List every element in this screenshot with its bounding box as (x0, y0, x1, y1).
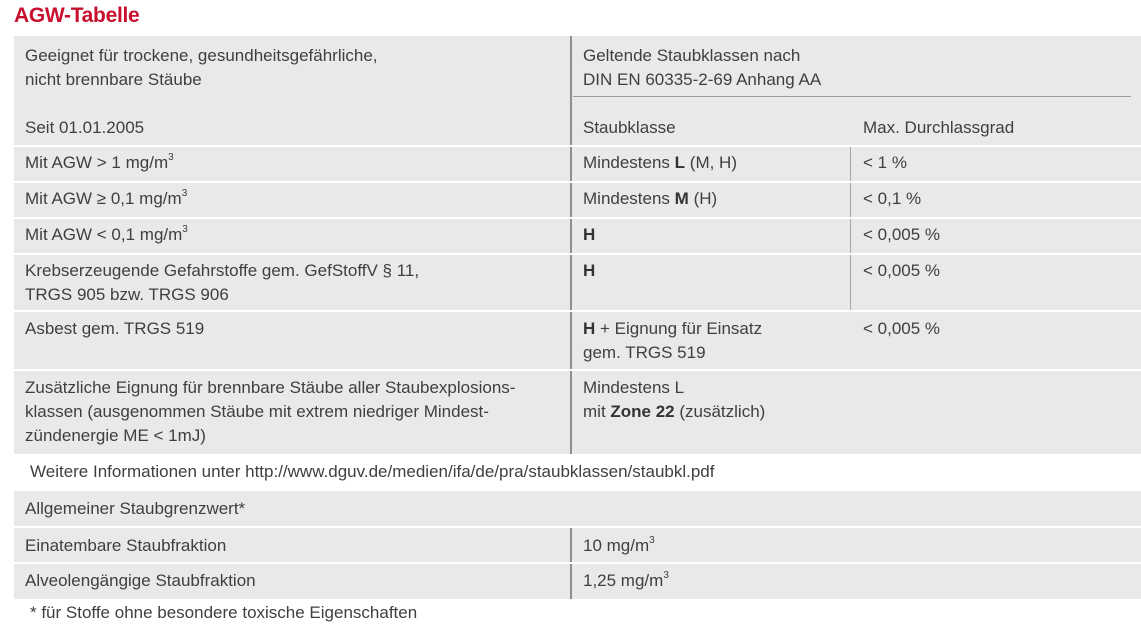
row-divider (14, 562, 1141, 564)
row-grade: < 0,005 % (863, 225, 941, 244)
row-class: H (583, 225, 596, 244)
row-label: Mit AGW > 1 $mg/m^3$ (25, 152, 174, 172)
row-grade: < 1 % (863, 153, 907, 172)
row-class: Mindestens M (H) (583, 189, 718, 208)
since-label: Seit 01.01.2005 (25, 118, 145, 137)
row-value: 10 $mg/m^3$ (583, 535, 655, 555)
row-label-asbest: Asbest gem. TRGS 519 (25, 319, 205, 338)
staubgrenzwert-table (14, 491, 1141, 599)
row-divider (14, 310, 1141, 312)
row-divider (14, 253, 1141, 255)
row-class: Mindestens L (M, H) (583, 153, 737, 172)
row-label-krebs: Krebserzeugende Gefahrstoffe gem. GefStoffV § 11, TRGS 905 bzw. TRGS 906 (25, 261, 420, 304)
agw-table (14, 36, 1141, 454)
row-value: 1,25 $mg/m^3$ (583, 570, 669, 590)
row-class-asbest: H + Eignung für Einsatz gem. TRGS 519 (583, 319, 763, 362)
footnote: * für Stoffe ohne besondere toxische Eigenschaften (30, 603, 418, 622)
row-grade-asbest: < 0,005 % (863, 319, 941, 338)
table-title: AGW-Tabelle (14, 4, 140, 27)
row-divider (14, 369, 1141, 371)
header-right: Geltende Staubklassen nach DIN EN 60335-2-69 Anhang AA (583, 46, 822, 89)
info-note: Weitere Informationen unter http://www.dguv.de/medien/ifa/de/pra/staubklassen/staubkl.pdf (30, 462, 715, 481)
col-header-staubklasse: Staubklasse (583, 118, 676, 137)
grade-column-divider (850, 146, 851, 311)
header-left: Geeignet für trockene, gesundheitsgefährliche, nicht brennbare Stäube (25, 46, 378, 89)
row-label: Mit AGW ≥ 0,1 $mg/m^3$ (25, 188, 188, 208)
row-label: Einatembare Staubfraktion (25, 536, 227, 555)
col-header-durchlassgrad: Max. Durchlassgrad (863, 118, 1015, 137)
row-label-zone: Zusätzliche Eignung für brennbare Stäube aller Staubexplosions- klassen (ausgenommen Stäube mit extrem niedriger Mindest- zündenergie ME < 1mJ) (25, 378, 516, 445)
row-divider (14, 145, 1141, 147)
row-label: Mit AGW < 0,1 $mg/m^3$ (25, 224, 188, 244)
row-class-zone: Mindestens L mit Zone 22 (zusätzlich) (583, 378, 766, 421)
row-grade: < 0,1 % (863, 189, 922, 208)
row-label: Alveolengängige Staubfraktion (25, 571, 256, 590)
row-divider (14, 181, 1141, 183)
table2-heading: Allgemeiner Staubgrenzwert* (25, 499, 246, 518)
row-grade-krebs: < 0,005 % (863, 261, 941, 280)
row-divider (14, 217, 1141, 219)
row-divider (14, 526, 1141, 528)
column-divider (570, 36, 572, 454)
row-class-krebs: H (583, 261, 596, 280)
header-divider (573, 96, 1131, 97)
